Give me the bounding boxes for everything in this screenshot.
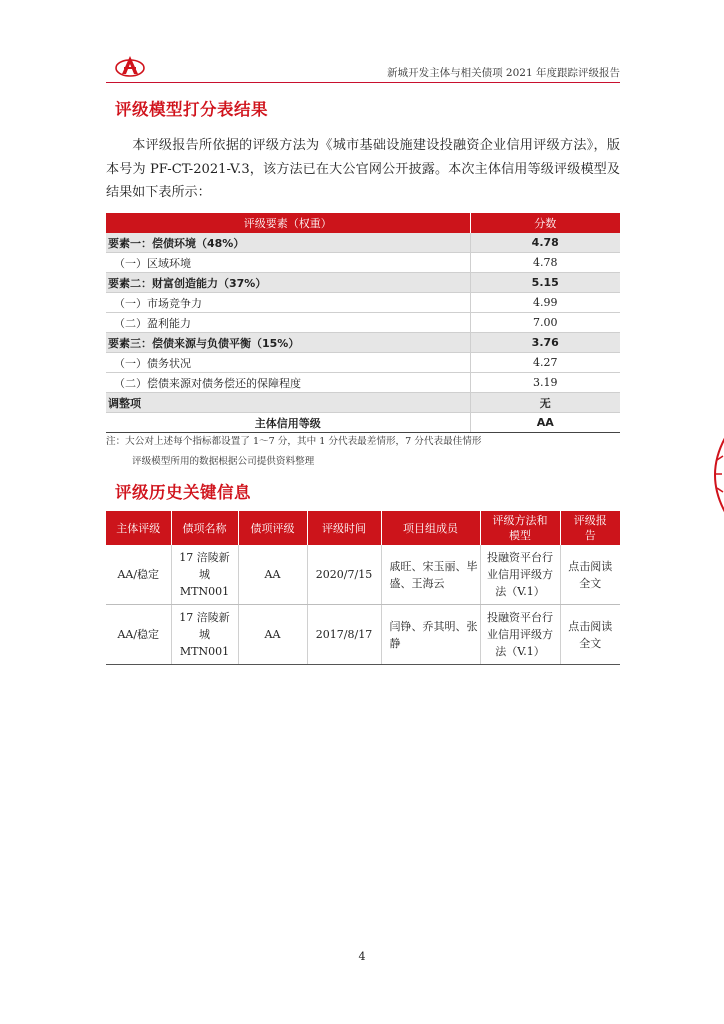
table-row (106, 253, 620, 273)
rating-method: 投融资平台行业信用评级方法（V.1） (480, 545, 560, 605)
header-team-members: 项目组成员 (381, 511, 480, 545)
factor-label: （一）区域环境 (106, 253, 470, 273)
factor-label: （一）市场竞争力 (106, 293, 470, 313)
factor-score: 4.78 (470, 253, 620, 273)
entity-rating: AA/稳定 (106, 545, 171, 605)
header-score: 分数 (470, 213, 620, 233)
note-scale: 注：大公对上述每个指标都设置了 1～7 分，其中 1 分代表最差情形，7 分代表最佳情形 (106, 436, 482, 447)
rating-method: 投融资平台行业信用评级方法（V.1） (480, 605, 560, 665)
score-table (106, 213, 620, 433)
factor-label: （一）债务状况 (106, 353, 470, 373)
factor-label: 要素二：财富创造能力（37%） (106, 273, 470, 293)
factor-score: 3.19 (470, 373, 620, 393)
factor-score: 3.76 (470, 333, 620, 353)
table-row (106, 373, 620, 393)
bond-name: 17 涪陵新城 MTN001 (171, 545, 238, 605)
header-bond-name: 债项名称 (171, 511, 238, 545)
header-factor: 评级要素（权重） (106, 213, 470, 233)
table-row (106, 393, 620, 413)
factor-label: 要素三：偿债来源与负债平衡（15%） (106, 333, 470, 353)
entity-rating: AA/稳定 (106, 605, 171, 665)
factor-score: 5.15 (470, 273, 620, 293)
factor-score: 无 (470, 393, 620, 413)
team-members: 戚旺、宋玉丽、毕盛、王海云 (381, 545, 480, 605)
bond-name: 17 涪陵新城 MTN001 (171, 605, 238, 665)
rating-date: 2017/8/17 (307, 605, 381, 665)
table-row (106, 293, 620, 313)
factor-label: （二）盈利能力 (106, 313, 470, 333)
section-title-model-score: 评级模型打分表结果 (115, 100, 268, 119)
table-row (106, 605, 620, 665)
page-number: 4 (358, 950, 366, 963)
table-notes (106, 432, 481, 472)
table-row (106, 545, 620, 605)
header-rating-date: 评级时间 (307, 511, 381, 545)
factor-label: 要素一：偿债环境（48%） (106, 233, 470, 253)
factor-score: 4.78 (470, 233, 620, 253)
score-table-header (106, 213, 620, 233)
header-report: 评级报告 (560, 511, 620, 545)
final-rating-value: AA (470, 413, 620, 433)
header-method: 评级方法和模型 (480, 511, 560, 545)
factor-label: （二）偿债来源对债务偿还的保障程度 (106, 373, 470, 393)
factor-label: 调整项 (106, 393, 470, 413)
company-logo-icon (114, 54, 146, 78)
table-row (106, 233, 620, 253)
header-entity-rating: 主体评级 (106, 511, 171, 545)
table-row (106, 273, 620, 293)
report-link-text[interactable]: 点击阅读全文 (568, 619, 613, 650)
method-paragraph-text: 本评级报告所依据的评级方法为《城市基础设施建设投融资企业信用评级方法》，版本号为 PF-CT-2021-V.3，该方法已在大公官网公开披露。本次主体信用等级评级模型及结果如下表所示： (106, 138, 620, 200)
table-row (106, 313, 620, 333)
rating-history-table (106, 511, 620, 665)
team-members: 闫铮、乔其明、张静 (381, 605, 480, 665)
seal-stamp-icon (703, 430, 724, 520)
factor-score: 4.27 (470, 353, 620, 373)
table-row-final-rating (106, 413, 620, 433)
note-source: 评级模型所用的数据根据公司提供资料整理 (132, 456, 315, 467)
bond-rating: AA (238, 545, 307, 605)
table-row (106, 333, 620, 353)
header-title: 新城开发主体与相关债项 2021 年度跟踪评级报告 (387, 67, 620, 79)
report-link-text[interactable]: 点击阅读全文 (568, 559, 613, 590)
section-title-rating-history: 评级历史关键信息 (115, 483, 251, 502)
method-paragraph (106, 134, 620, 205)
history-table-header (106, 511, 620, 545)
table-row (106, 353, 620, 373)
page-header (106, 52, 620, 83)
factor-score: 7.00 (470, 313, 620, 333)
report-link[interactable] (560, 545, 620, 605)
report-link[interactable] (560, 605, 620, 665)
bond-rating: AA (238, 605, 307, 665)
header-bond-rating: 债项评级 (238, 511, 307, 545)
final-rating-label: 主体信用等级 (106, 413, 470, 433)
rating-date: 2020/7/15 (307, 545, 381, 605)
factor-score: 4.99 (470, 293, 620, 313)
